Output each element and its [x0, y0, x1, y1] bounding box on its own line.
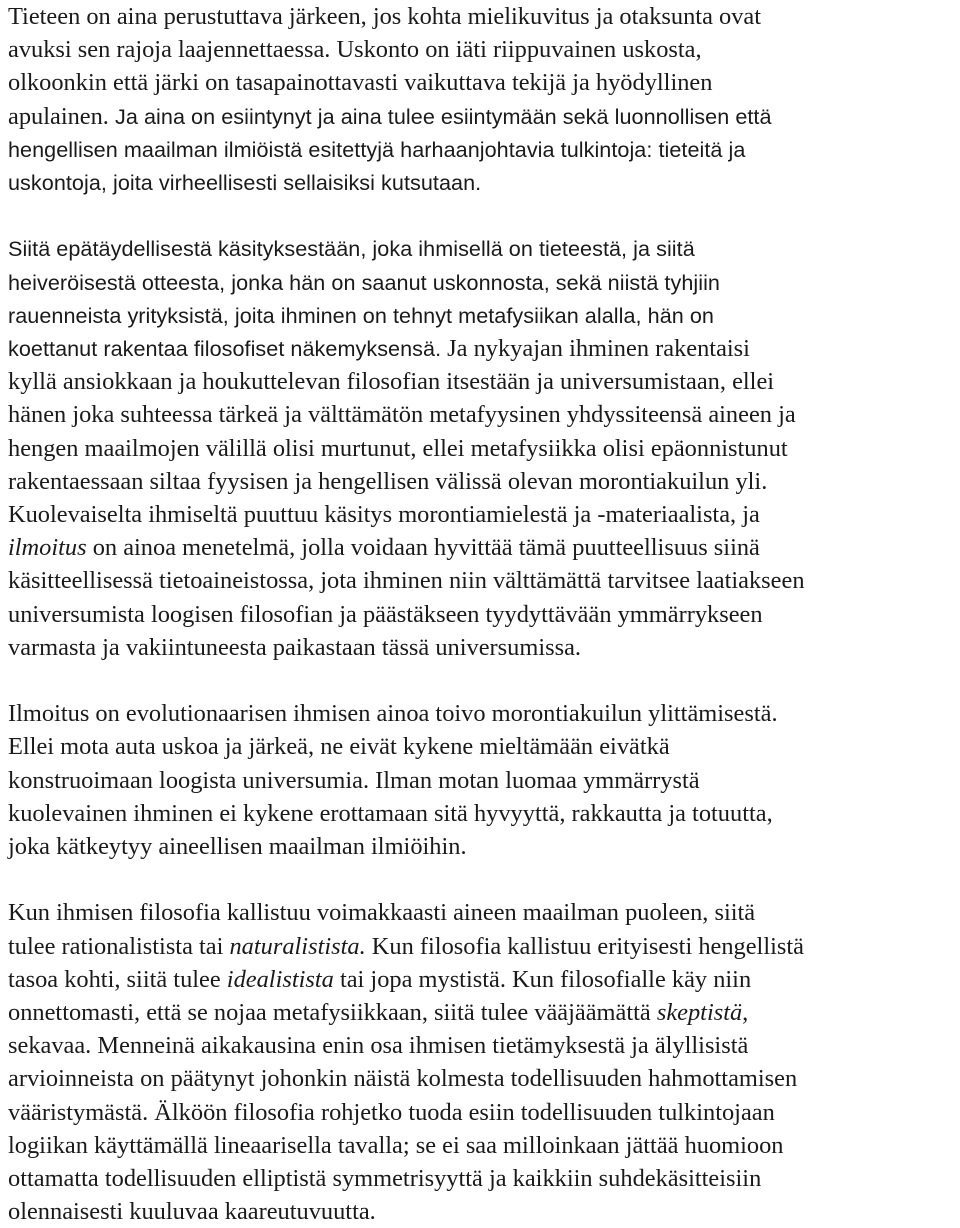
text-run: apulainen. — [8, 102, 116, 130]
text-run: kyllä ansiokkaan ja houkuttelevan filosofian itsestään ja universumistaan, ellei — [8, 368, 775, 396]
text-line — [8, 398, 958, 431]
text-line — [8, 266, 958, 299]
text-run: rauenneista yrityksistä, joita ihminen on tehnyt metafysiikan alalla, hän on — [8, 302, 714, 328]
text-run: rakentaessaan siltaa fyysisen ja hengellisen välissä olevan morontiakuilun yli. — [8, 467, 768, 495]
text-line — [8, 66, 958, 99]
text-run: Ilmoitus on evolutionaarisen ihmisen ainoa toivo morontiakuilun ylittämisestä. — [8, 700, 778, 728]
text-run: olkoonkin että järki on tasapainottavasti vaikuttava tekijä ja hyödyllinen — [8, 69, 713, 97]
text-line — [8, 1062, 958, 1095]
text-line — [8, 996, 958, 1029]
text-line — [8, 830, 958, 863]
text-run: kuolevainen ihminen ei kykene erottamaan sitä hyvyyttä, rakkautta ja totuutta, — [8, 799, 773, 827]
text-line — [8, 531, 958, 564]
text-line — [8, 465, 958, 498]
text-run: hengen maailmojen välillä olisi murtunut, ellei metafysiikka olisi epäonnistunut — [8, 434, 788, 462]
text-run: vääristymästä. Älköön filosofia rohjetko tuoda esiin todellisuuden tulkintojaan — [8, 1098, 775, 1126]
text-run: arvioinneista on päätynyt johonkin näistä kolmesta todellisuuden hahmottamisen — [8, 1065, 798, 1093]
text-run: olennaisesti kuuluvaa kaareutuvuutta. — [8, 1198, 376, 1226]
text-run: käsitteellisessä tietoaineistossa, jota ihminen niin välttämättä tarvitsee laatiakseen — [8, 567, 805, 595]
text-line — [8, 598, 958, 631]
text-run: tasoa kohti, siitä tulee — [8, 965, 227, 993]
text-run: Kuolevaiselta ihmiseltä puuttuu käsitys morontiamielestä ja -materiaalista, ja — [8, 501, 760, 529]
text-run: koettanut rakentaa filosofiset näkemyksensä. — [8, 336, 448, 362]
text-line — [8, 33, 958, 66]
text-run: varmasta ja vakiintuneesta paikastaan tässä universumissa. — [8, 633, 582, 661]
text-line — [8, 299, 958, 332]
text-run: Ja aina on esiintynyt ja aina tulee esiintymään sekä luonnollisen että — [115, 103, 772, 129]
text-run: onnettomasti, että se nojaa metafysiikkaan, siitä tulee vääjäämättä — [8, 999, 657, 1027]
paragraph — [8, 896, 958, 1228]
text-line — [8, 963, 958, 996]
text-run: universumista loogisen filosofian ja päästäkseen tyydyttävään ymmärrykseen — [8, 600, 763, 628]
text-line — [8, 797, 958, 830]
text-run: Ellei mota auta uskoa ja järkeä, ne eivät kykene mieltämään eivätkä — [8, 733, 670, 761]
text-run: Siitä epätäydellisestä käsityksestään, joka ihmisellä on tieteestä, ja siitä — [8, 236, 695, 262]
text-line — [8, 564, 958, 597]
text-line — [8, 631, 958, 664]
text-run: on ainoa menetelmä, jolla voidaan hyvittää tämä puutteellisuus siinä — [86, 534, 760, 562]
text-run: Tieteen on aina perustuttava järkeen, jos kohta mielikuvitus ja otaksunta ovat — [8, 3, 762, 30]
text-line — [8, 100, 958, 133]
paragraph — [8, 232, 958, 664]
text-line — [8, 133, 958, 166]
text-run: avuksi sen rajoja laajennettaessa. Uskonto on iäti riippuvainen uskosta, — [8, 36, 702, 64]
italic-text-run: naturalistista. — [229, 932, 366, 960]
italic-text-run: ilmoitus — [8, 534, 87, 562]
document-page — [8, 0, 958, 1228]
text-line — [8, 365, 958, 398]
text-line — [8, 896, 958, 929]
text-run: Kun ihmisen filosofia kallistuu voimakkaasti aineen maailman puoleen, siitä — [8, 899, 756, 927]
text-line — [8, 432, 958, 465]
text-run: konstruoimaan loogista universumia. Ilman motan luomaa ymmärrystä — [8, 766, 700, 794]
text-line — [8, 764, 958, 797]
italic-text-run: idealistista — [226, 965, 334, 993]
text-line — [8, 1029, 958, 1062]
text-line — [8, 1195, 958, 1228]
text-run: heiveröisestä otteesta, jonka hän on saanut uskonnosta, sekä niistä tyhjiin — [8, 269, 720, 295]
text-run: Kun filosofia kallistuu erityisesti hengellistä — [365, 932, 804, 960]
text-run: ottamatta todellisuuden elliptistä symmetrisyyttä ja kaikkiin suhdekäsitteisiin — [8, 1165, 762, 1193]
paragraph — [8, 0, 958, 199]
text-run: hänen joka suhteessa tärkeä ja välttämätön metafyysinen yhdyssiteensä aineen ja — [8, 401, 796, 429]
text-line — [8, 166, 958, 199]
text-line — [8, 498, 958, 531]
text-line — [8, 0, 958, 33]
text-line — [8, 1162, 958, 1195]
text-line — [8, 332, 958, 365]
text-line — [8, 1096, 958, 1129]
text-run: hengellisen maailman ilmiöistä esitettyjä harhaanjohtavia tulkintoja: tieteitä ja — [8, 136, 746, 162]
text-run: Ja nykyajan ihminen rakentaisi — [447, 335, 750, 363]
text-run: tai jopa mystistä. Kun filosofialle käy niin — [333, 965, 752, 993]
paragraph — [8, 697, 958, 863]
text-run: sekavaa. Menneinä aikakausina enin osa ihmisen tietämyksestä ja älyllisistä — [8, 1032, 749, 1060]
text-line — [8, 1129, 958, 1162]
text-line — [8, 730, 958, 763]
text-line — [8, 930, 958, 963]
text-line — [8, 697, 958, 730]
text-run: joka kätkeytyy aineellisen maailman ilmiöihin. — [8, 833, 467, 861]
text-run: tulee rationalistista tai — [8, 932, 230, 960]
text-line — [8, 232, 958, 265]
text-run: uskontoja, joita virheellisesti sellaisiksi kutsutaan. — [8, 170, 482, 196]
italic-text-run: skeptistä, — [656, 999, 749, 1027]
text-run: logiikan käyttämällä lineaarisella tavalla; se ei saa milloinkaan jättää huomioon — [8, 1131, 784, 1159]
